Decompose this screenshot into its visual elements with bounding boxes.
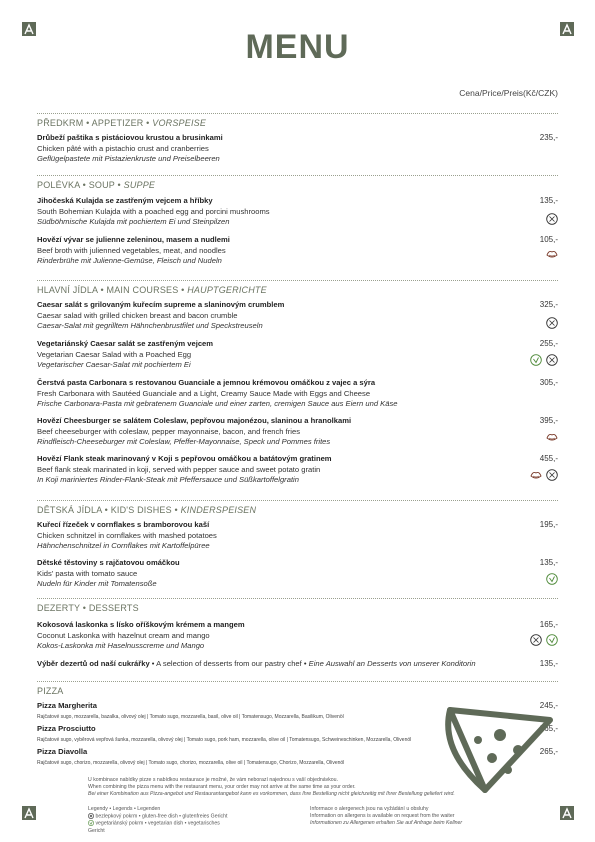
menu-item: Dětské těstoviny s rajčatovou omáčkou Kids' pasta with tomato sauce Nudeln für Kinder mit Tomatensoße 135,-: [37, 558, 558, 588]
menu-item: Drůbeží paštika s pistáciovou krustou a brusinkami Chicken pâté with a pistachio crust and cranberries Geflügelpastete mit Pistazienkruste und Preiselbeeren 235,-: [37, 133, 558, 163]
item-price: 135,-: [539, 558, 558, 567]
menu-item: Caesar salát s grilovaným kuřecím supreme a slaninovým crumblem Caesar salad with grilled chicken breast and bacon crumble Caesar-Salat mit gegrilltem Hähnchenbrustfilet und Speckstreuseln 325,-: [37, 300, 558, 330]
item-price: 135,-: [539, 196, 558, 205]
gluten-free-icon: [88, 813, 94, 819]
logo-icon: [22, 806, 36, 820]
vegetarian-icon: [546, 634, 558, 646]
menu-item: Kokosová laskonka s lísko oříškovým krémem a mangem Coconut Laskonka with hazelnut cream and mango Kokos-Laskonka mit Haselnusscreme und Mango 165,-: [37, 620, 558, 650]
item-price: 235,-: [539, 133, 558, 142]
item-price: 105,-: [539, 235, 558, 244]
price-header: Cena/Price/Preis(Kč/CZK): [459, 88, 558, 98]
item-price: 255,-: [539, 339, 558, 348]
pizza-item: Pizza Prosciutto Rajčatové sugo, vyběrová vepřová šunka, mozzarella, olivový olej | Tomato sugo, pork ham, mozzarella, olive oil | Tomatensugo, Schweineschinken, Mozzarella, Olivenöl 265,-: [37, 724, 558, 743]
gluten-free-icon: [546, 469, 558, 481]
pizza-item: Pizza Diavolla Rajčatové sugo, chorizo, mozzarella, olivový olej | Tomato sugo, chorizo, mozzarella, olive oil | Tomatensugo, Chorizo, Mozzarella, Olivenöl 265,-: [37, 747, 558, 766]
allergen-info: Informace o alergenech jsou na vyžádání u obsluhy Information on allergens is available on request from the waiter Informationen zu Allergenen erhalten Sie auf Anfrage beim Kellner: [310, 806, 463, 826]
item-price: 195,-: [539, 520, 558, 529]
footer-note: U kombinace nabídky pizze s nabídkou restaurace je možné, že vám neborazí najednou s vaší objednávkou. When combining the pizza menu with the restaurant menu, your order may not arrive at the same time as your order. Bei einer Kombination aus Pizza-angebot und Restaurantangebot kann es vorkommen, dass Ihre Bestellung nicht gleichzeitig mit Ihrer Bestellung geliefert wird.: [88, 777, 455, 797]
menu-item: Hovězí vývar se julienne zeleninou, masem a nudlemi Beef broth with julienned vegetables, meat, and noodles Rinderbrühe mit Julienne-Gemüse, Fleisch und Nudeln 105,-: [37, 235, 558, 265]
item-price: 265,-: [539, 747, 558, 756]
menu-item: Vegetariánský Caesar salát se zastřeným vejcem Vegetarian Caesar Salad with a Poached Egg Vegetarischer Caesar-Salat mit pochiertem Ei 255,-: [37, 339, 558, 369]
item-price: 395,-: [539, 416, 558, 425]
gluten-free-icon: [546, 213, 558, 225]
spicy-icon: [546, 248, 558, 260]
vegetarian-icon: [88, 820, 94, 826]
menu-item: Hovězí Cheesburger se salátem Coleslaw, pepřovou majonézou, slaninou a hranolkami Beef cheeseburger with coleslaw, pepper mayonnaise, bacon, and french fries Rindfleisch-Cheeseburger mit Coleslaw, Pfeffer-Mayonnaise, Speck und Pommes frites 395,-: [37, 416, 558, 446]
section-heading: POLÉVKA • SOUP • SUPPE: [37, 175, 558, 190]
pizza-item: Pizza Margherita Rajčatové sugo, mozzarella, bazalka, olivový olej | Tomato sugo, mozzarella, basil, olive oil | Tomatensugo, Mozzarella, Basilikum, Olivenöl 245,-: [37, 701, 558, 720]
logo-icon: [560, 806, 574, 820]
section-heading: PŘEDKRM • APPETIZER • VORSPEISE: [37, 113, 558, 128]
menu-item: Čerstvá pasta Carbonara s restovanou Guanciale a jemnou krémovou omáčkou z vajec a sýra Fresh Carbonara with Sautéed Guanciale and a Light, Creamy Sauce Made with Eggs and Cheese Frische Carbonara-Pasta mit gebratenem Guanciale und einer zarten, cremigen Sauce aus Eiern und Käse 305,-: [37, 378, 558, 408]
item-price: 325,-: [539, 300, 558, 309]
menu-item: Jihočeská Kulajda se zastřeným vejcem a hříbky South Bohemian Kulajda with a poached egg and porcini mushrooms Südböhmische Kulajda mit pochiertem Ei und Steinpilzen 135,-: [37, 196, 558, 226]
spicy-icon: [546, 431, 558, 443]
item-price: 265,-: [539, 724, 558, 733]
item-price: 135,-: [539, 659, 558, 668]
dessert-selection: Výběr dezertů od naší cukrářky • A selection of desserts from our pastry chef • Eine Auswahl an Desserts von unserer Konditorin 135,-: [37, 659, 558, 668]
gluten-free-icon: [546, 317, 558, 329]
section-heading: DEZERTY • DESSERTS: [37, 598, 558, 613]
item-price: 455,-: [539, 454, 558, 463]
section-heading: HLAVNÍ JÍDLA • MAIN COURSES • HAUPTGERICHTE: [37, 280, 558, 295]
gluten-free-icon: [530, 634, 542, 646]
menu-item: Hovězí Flank steak marinovaný v Koji s pepřovou omáčkou a batátovým gratinem Beef flank steak marinated in koji, served with pepper sauce and sweet potato gratin In Koji mariniertes Rinder-Flank-Steak mit Pfeffersauce und Süßkartoffelgratin 455,-: [37, 454, 558, 484]
item-price: 305,-: [539, 378, 558, 387]
vegetarian-icon: [546, 573, 558, 585]
section-heading: PIZZA: [37, 681, 558, 696]
spicy-icon: [530, 469, 542, 481]
section-heading: DĚTSKÁ JÍDLA • KID'S DISHES • KINDERSPEISEN: [37, 500, 558, 515]
vegetarian-icon: [530, 354, 542, 366]
page-title: MENU: [245, 28, 350, 66]
legend: Legendy • Legends • Legenden bezlepkový pokrm • gluten-free dish • glutenfreies Gericht vegetariánský pokrm • vegetarian dish • vegetarisches Gericht: [88, 806, 228, 834]
item-price: 165,-: [539, 620, 558, 629]
item-price: 245,-: [539, 701, 558, 710]
menu-item: Kuřecí řízeček v cornflakes s bramborovou kaší Chicken schnitzel in cornflakes with mashed potatoes Hähnchenschnitzel in Cornflakes mit Kartoffelpüree 195,-: [37, 520, 558, 550]
gluten-free-icon: [546, 354, 558, 366]
